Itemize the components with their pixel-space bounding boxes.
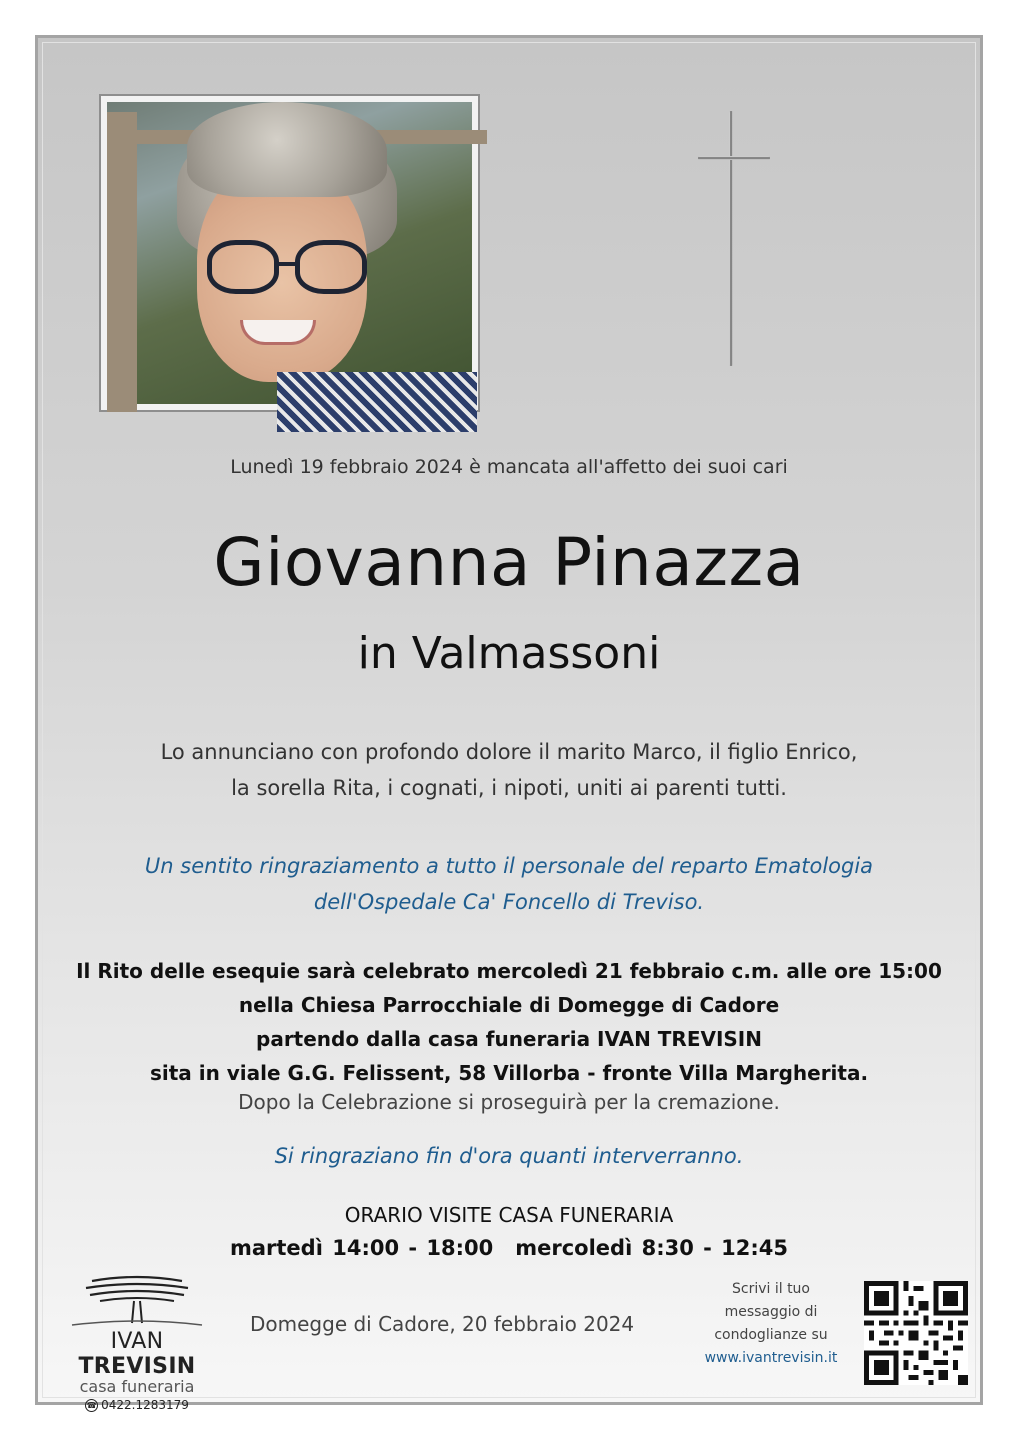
thanks-line: dell'Ospedale Ca' Foncello di Treviso.	[313, 890, 705, 914]
announcement-line: la sorella Rita, i cognati, i nipoti, uniti ai parenti tutti.	[231, 776, 787, 800]
visits-day2: mercoledì 8:30 - 12:45	[515, 1236, 789, 1260]
logo-brand: IVAN TREVISIN	[78, 1329, 196, 1379]
thanks-line: Un sentito ringraziamento a tutto il personale del reparto Ematologia	[144, 854, 874, 878]
announcement-line: Lo annunciano con profondo dolore il marito Marco, il figlio Enrico,	[160, 740, 858, 764]
visits-hours	[38, 1236, 980, 1260]
qr-code-icon[interactable]	[864, 1281, 968, 1385]
visits-day1: martedì 14:00 - 18:00	[229, 1236, 494, 1260]
website-link[interactable]: www.ivantrevisin.it	[704, 1350, 838, 1366]
cremation-note: Dopo la Celebrazione si proseguirà per la cremazione.	[238, 1090, 780, 1114]
logo-subtitle: casa funeraria	[79, 1377, 195, 1396]
announcement	[38, 734, 980, 806]
tree-logo-icon	[72, 1273, 202, 1327]
hospital-thanks	[38, 848, 980, 920]
rite-line: nella Chiesa Parrocchiale di Domegge di Cadore	[238, 993, 780, 1017]
visits-title: ORARIO VISITE CASA FUNERARIA	[344, 1203, 674, 1227]
funeral-rite-details	[38, 954, 980, 1090]
logo-phone: ☎ 0422.1283179	[86, 1398, 189, 1412]
attendees-thanks: Si ringraziano fin d'ora quanti interverranno.	[274, 1144, 744, 1168]
rite-line: sita in viale G.G. Felissent, 58 Villorba - fronte Villa Margherita.	[149, 1061, 869, 1085]
phone-icon: ☎	[86, 1401, 97, 1410]
death-notice-intro: Lunedì 19 febbraio 2024 è mancata all'affetto dei suoi cari	[230, 456, 788, 478]
deceased-name: Giovanna Pinazza	[213, 524, 805, 601]
funeral-home-logo	[52, 1273, 222, 1412]
place-and-date: Domegge di Cadore, 20 febbraio 2024	[250, 1312, 635, 1336]
married-name: in Valmassoni	[357, 628, 661, 679]
condolence-message: Scrivi il tuo messaggio di condoglianze su www.ivantrevisin.it	[696, 1278, 846, 1370]
rite-line: partendo dalla casa funeraria IVAN TREVISIN	[256, 1027, 762, 1051]
obituary-card	[35, 35, 983, 1412]
portrait-image	[107, 102, 472, 404]
portrait-photo	[99, 94, 480, 412]
rite-line: Il Rito delle esequie sarà celebrato mercoledì 21 febbraio c.m. alle ore 15:00	[76, 959, 942, 983]
